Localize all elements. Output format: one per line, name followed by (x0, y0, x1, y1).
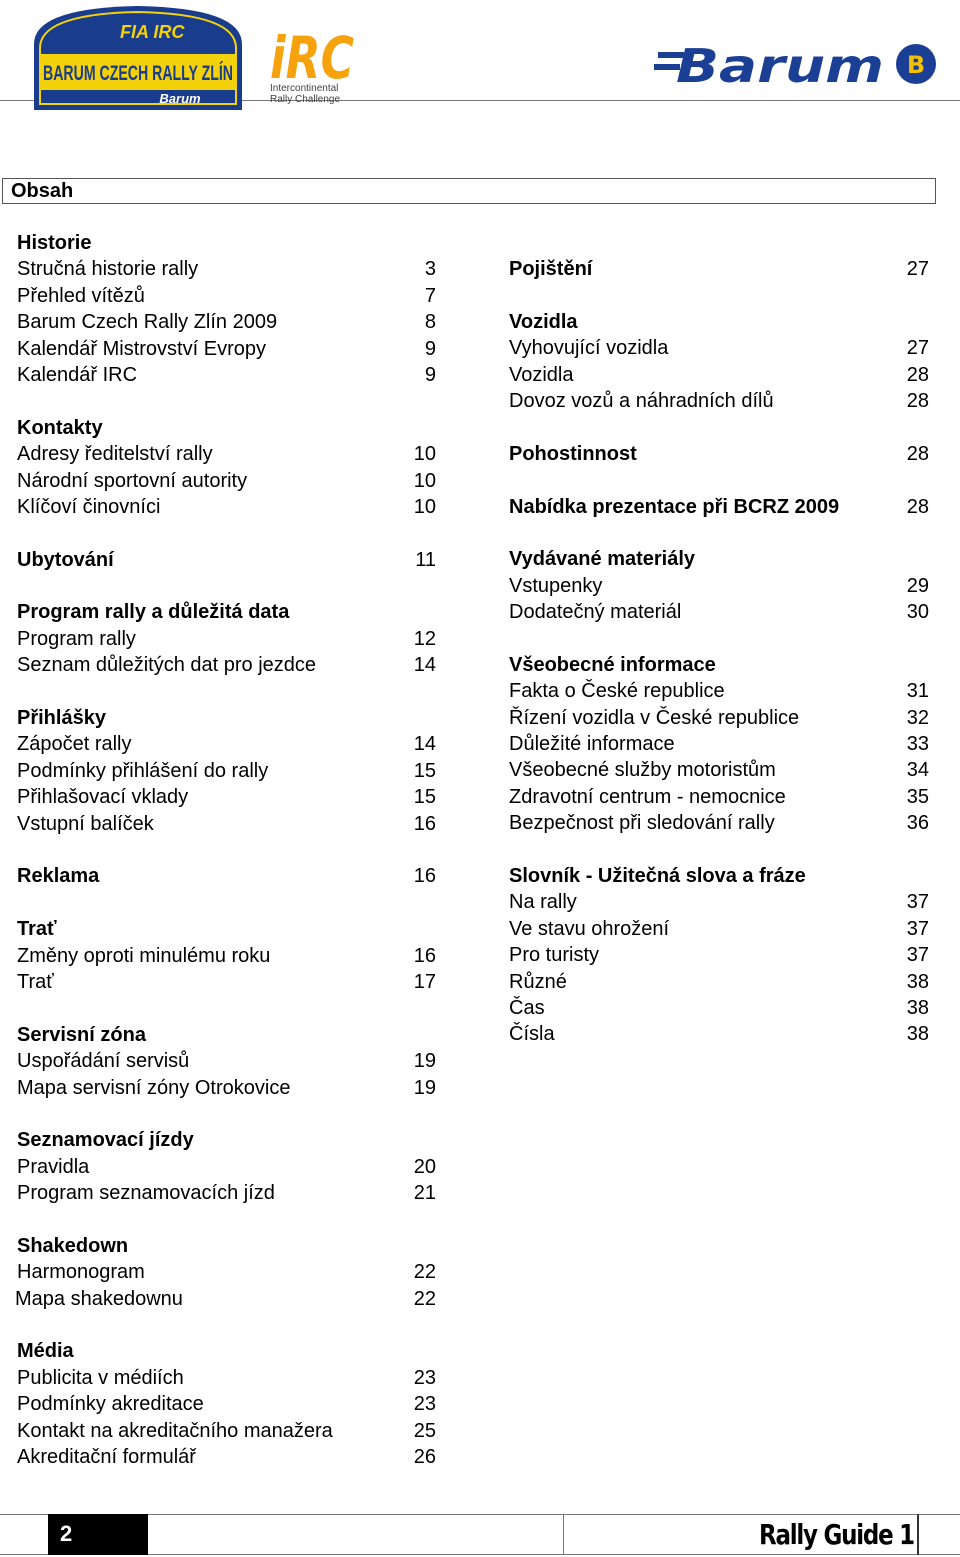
toc-entry (492, 810, 940, 836)
toc-entry (492, 784, 940, 810)
toc-heading-title: Kontakty (17, 416, 103, 439)
toc-entry-title: Změny oproti minulému roku (17, 944, 271, 967)
toc-entry (492, 942, 940, 968)
footer-divider-end (917, 1514, 919, 1555)
toc-spacer (492, 414, 940, 440)
toc-entry (492, 705, 940, 731)
toc-heading (0, 1233, 440, 1259)
toc-entry (0, 1444, 440, 1470)
toc-entry (492, 1021, 940, 1047)
toc-heading-title: Pojištění (509, 258, 593, 280)
toc-page-number: 37 (906, 944, 929, 967)
toc-spacer (0, 837, 440, 863)
toc-entry-title: Přehled vítězů (17, 284, 145, 307)
toc-heading-title: Historie (17, 232, 92, 254)
toc-page-number: 17 (413, 970, 436, 993)
toc-page-number: 27 (906, 258, 929, 280)
toc-entry (0, 336, 440, 362)
toc-spacer (492, 625, 940, 651)
toc-heading (0, 547, 440, 573)
toc-heading (492, 863, 940, 889)
toc-spacer (0, 1101, 440, 1127)
toc-entry-title: Kontakt na akreditačního manažera (17, 1419, 333, 1442)
toc-entry-title: Řízení vozidla v České republice (509, 706, 800, 729)
section-title: Obsah (2, 178, 936, 204)
toc-heading-title: Všeobecné informace (509, 653, 716, 676)
toc-entry (0, 758, 440, 784)
toc-entry (0, 1365, 440, 1391)
toc-page-number: 32 (906, 706, 929, 729)
toc-entry-title: Dodatečný materiál (509, 601, 682, 624)
toc-spacer (0, 1312, 440, 1338)
toc-spacer (492, 282, 940, 308)
toc-heading-title: Shakedown (17, 1234, 129, 1257)
toc-page-number: 20 (413, 1155, 436, 1178)
toc-heading (0, 415, 440, 441)
toc-entry-title: Zdravotní centrum - nemocnice (509, 785, 786, 808)
toc-heading-title: Slovník - Užitečná slova a fráze (509, 864, 806, 887)
toc-page-number: 14 (413, 654, 436, 677)
toc-entry-title: Podmínky akreditace (17, 1393, 204, 1416)
page-header (0, 0, 960, 115)
toc-entry-title: Čas (509, 996, 545, 1019)
toc-entry (0, 626, 440, 652)
toc-page-number: 21 (413, 1182, 436, 1205)
toc-entry (0, 1075, 440, 1101)
toc-page-number: 15 (413, 759, 436, 782)
toc-entry-title: Harmonogram (17, 1261, 145, 1284)
toc-entry (0, 811, 440, 837)
toc-page-number: 10 (413, 495, 436, 518)
toc-page-number: 38 (906, 1023, 929, 1046)
toc-entry-title: Uspořádání servisů (17, 1050, 190, 1073)
toc-heading (492, 441, 940, 467)
toc-entry-title: Kalendář IRC (17, 363, 138, 386)
toc-page-number: 33 (906, 733, 929, 756)
toc-entry-title: Program rally (17, 627, 136, 650)
toc-entry-title: Mapa servisní zóny Otrokovice (17, 1076, 291, 1099)
toc-entry (0, 494, 440, 520)
toc-entry (0, 1418, 440, 1444)
toc-entry (0, 943, 440, 969)
toc-entry-title: Na rally (509, 891, 577, 914)
toc-entry (0, 731, 440, 757)
toc-spacer (0, 1206, 440, 1232)
toc-heading (0, 1338, 440, 1364)
toc-entry-title: Pro turisty (509, 944, 600, 967)
toc-entry (492, 969, 940, 995)
toc-page-number: 9 (424, 363, 436, 386)
toc-entry-title: Bezpečnost při sledování rally (509, 812, 775, 835)
toc-entry-title: Vyhovující vozidla (509, 337, 669, 360)
toc-entry-title: Zápočet rally (17, 733, 132, 756)
toc-page-number: 28 (906, 442, 929, 465)
guide-title: Rally Guide 1 (759, 1518, 914, 1551)
toc-heading-title: Přihlášky (17, 707, 106, 730)
irc-logo (264, 20, 360, 110)
event-logo (30, 4, 246, 114)
toc-entry-title: Trať (17, 970, 54, 993)
toc-entry-title: Různé (509, 970, 567, 993)
toc-heading (0, 916, 440, 942)
toc-entry-title: Důležité informace (509, 733, 675, 756)
toc-heading (0, 1022, 440, 1048)
toc-heading-title: Trať (17, 918, 57, 941)
irc-logo-line2: Rally Challenge (270, 94, 341, 105)
toc-entry (492, 335, 940, 361)
toc-entry (0, 1391, 440, 1417)
toc-entry (492, 889, 940, 915)
toc-page-number: 23 (413, 1393, 436, 1416)
toc-entry-title: Program seznamovacích jízd (17, 1182, 275, 1205)
toc-entry (0, 652, 440, 678)
toc-page-number: 14 (413, 733, 436, 756)
toc-entry-title: Vozidla (509, 363, 574, 386)
toc-entry (0, 362, 440, 388)
toc-entry-title: Kalendář Mistrovství Evropy (17, 337, 266, 360)
toc-page-number: 37 (906, 891, 929, 914)
toc-page-number: 36 (906, 812, 929, 835)
toc-entry-title: Adresy ředitelství rally (17, 443, 213, 466)
toc-heading (0, 1127, 440, 1153)
toc-entry (0, 441, 440, 467)
toc-page-number: 28 (906, 363, 929, 386)
toc-entry-title: Dovoz vozů a náhradních dílů (509, 389, 774, 412)
page-footer (0, 1510, 960, 1557)
toc-entry-title: Klíčoví činovníci (17, 495, 161, 518)
toc-entry (492, 995, 940, 1021)
toc-page-number: 11 (415, 548, 436, 571)
toc-page-number: 15 (413, 786, 436, 809)
toc-entry (492, 388, 940, 414)
toc-entry-title: Fakta o České republice (509, 680, 725, 703)
toc-page-number: 10 (413, 443, 436, 466)
toc-heading-title: Nabídka prezentace při BCRZ 2009 (509, 495, 840, 518)
toc-entry (492, 599, 940, 625)
toc-entry-title: Národní sportovní autority (17, 469, 248, 492)
toc-heading-title: Média (17, 1340, 74, 1363)
toc-page-number: 3 (424, 258, 436, 281)
toc-entry (0, 1154, 440, 1180)
toc-heading-title: Ubytování (17, 548, 114, 571)
toc-page-number: 19 (413, 1076, 436, 1099)
toc-page-number: 16 (413, 944, 436, 967)
toc-page-number: 28 (906, 495, 929, 518)
toc-entry-title: Podmínky přihlášení do rally (17, 759, 269, 782)
sponsor-logo (654, 40, 938, 90)
toc-heading (492, 309, 940, 335)
toc-page-number: 26 (413, 1445, 436, 1468)
irc-logo-mark (268, 20, 358, 86)
toc-entry (0, 1180, 440, 1206)
toc-heading (0, 705, 440, 731)
toc-page-number: 25 (413, 1419, 436, 1442)
toc-entry (492, 362, 940, 388)
toc-page-number: 31 (906, 680, 929, 703)
toc-entry (0, 1048, 440, 1074)
toc-entry-title: Stručná historie rally (17, 258, 199, 281)
toc-heading (492, 546, 940, 572)
toc-entry-title: Vstupenky (509, 574, 603, 597)
toc-page-number: 38 (906, 970, 929, 993)
toc-page-number: 10 (413, 469, 436, 492)
toc-page-number: 12 (413, 627, 436, 650)
toc-entry-title: Mapa shakedownu (15, 1287, 183, 1310)
toc-entry-title: Všeobecné služby motoristům (509, 759, 776, 782)
toc-spacer (492, 467, 940, 493)
toc-entry (0, 256, 440, 282)
toc-entry-title: Vstupní balíček (17, 812, 154, 835)
toc-spacer (0, 520, 440, 546)
toc-heading (0, 863, 440, 889)
toc-entry-title: Seznam důležitých dat pro jezdce (17, 654, 317, 677)
toc-entry-title: Čísla (509, 1023, 555, 1046)
toc-entry (0, 309, 440, 335)
toc-page-number: 8 (424, 311, 436, 334)
toc-page-number: 9 (424, 337, 436, 360)
toc-entry (492, 916, 940, 942)
toc-heading-title: Seznamovací jízdy (17, 1129, 194, 1152)
toc-heading-title: Reklama (17, 865, 100, 888)
toc-entry (0, 283, 440, 309)
toc-entry-title: Publicita v médiích (17, 1366, 184, 1389)
page-number: 2 (48, 1514, 148, 1555)
toc-spacer (0, 890, 440, 916)
toc-heading (492, 494, 940, 520)
toc-page-number: 29 (906, 574, 929, 597)
toc-heading (492, 256, 940, 282)
irc-logo-caption (270, 83, 340, 105)
toc-right-column (492, 256, 940, 1048)
toc-page-number: 23 (413, 1366, 436, 1389)
toc-heading-title: Program rally a důležitá data (17, 601, 290, 624)
toc-spacer (492, 837, 940, 863)
toc-page-number: 22 (413, 1261, 436, 1284)
toc-entry-title: Barum Czech Rally Zlín 2009 (17, 311, 278, 334)
toc-spacer (0, 679, 440, 705)
toc-page-number: 35 (906, 785, 929, 808)
toc-page-number: 16 (413, 865, 436, 888)
toc-entry-title: Pravidla (17, 1155, 90, 1178)
toc-page-number: 16 (413, 812, 436, 835)
toc-spacer (0, 388, 440, 414)
toc-entry (492, 573, 940, 599)
toc-entry-title: Přihlašovací vklady (17, 786, 189, 809)
toc-page-number: 34 (906, 759, 929, 782)
toc-heading (492, 652, 940, 678)
toc-entry (0, 784, 440, 810)
toc-entry (0, 969, 440, 995)
toc-heading-title: Pohostinnost (509, 442, 637, 465)
toc-entry-title: Akreditační formulář (17, 1445, 196, 1468)
toc-spacer (0, 573, 440, 599)
toc-heading (0, 599, 440, 625)
toc-entry (0, 1286, 440, 1312)
toc-page-number: 19 (413, 1050, 436, 1073)
toc-entry (0, 1259, 440, 1285)
toc-page-number: 22 (413, 1287, 436, 1310)
event-logo-sub: Barum (159, 91, 201, 106)
toc-entry (492, 731, 940, 757)
sponsor-logo-text: Barum (676, 40, 884, 90)
svg-text:iRC: iRC (270, 24, 354, 86)
toc-page-number: 38 (906, 996, 929, 1019)
toc-heading-title: Servisní zóna (17, 1023, 146, 1046)
toc-page-number: 7 (424, 284, 436, 307)
event-logo-badge: FIA IRC (120, 22, 185, 42)
toc-heading-title: Vozidla (509, 310, 578, 333)
toc-left-column (0, 230, 440, 1470)
toc-page-number: 30 (906, 601, 929, 624)
toc-entry (492, 678, 940, 704)
sponsor-logo-badge: B (906, 51, 926, 79)
event-logo-text: BARUM CZECH RALLY ZLÍN (43, 62, 233, 85)
toc-heading-title: Vydávané materiály (509, 548, 696, 571)
toc-page-number: 27 (906, 337, 929, 360)
irc-logo-line1: Intercontinental (270, 83, 339, 94)
toc-spacer (0, 995, 440, 1021)
toc-spacer (492, 520, 940, 546)
toc-entry (0, 468, 440, 494)
toc-entry-title: Ve stavu ohrožení (509, 917, 670, 940)
toc-page-number: 37 (906, 917, 929, 940)
footer-divider (563, 1514, 564, 1555)
toc-entry (492, 757, 940, 783)
toc-page-number: 28 (906, 389, 929, 412)
toc-heading (0, 230, 440, 256)
